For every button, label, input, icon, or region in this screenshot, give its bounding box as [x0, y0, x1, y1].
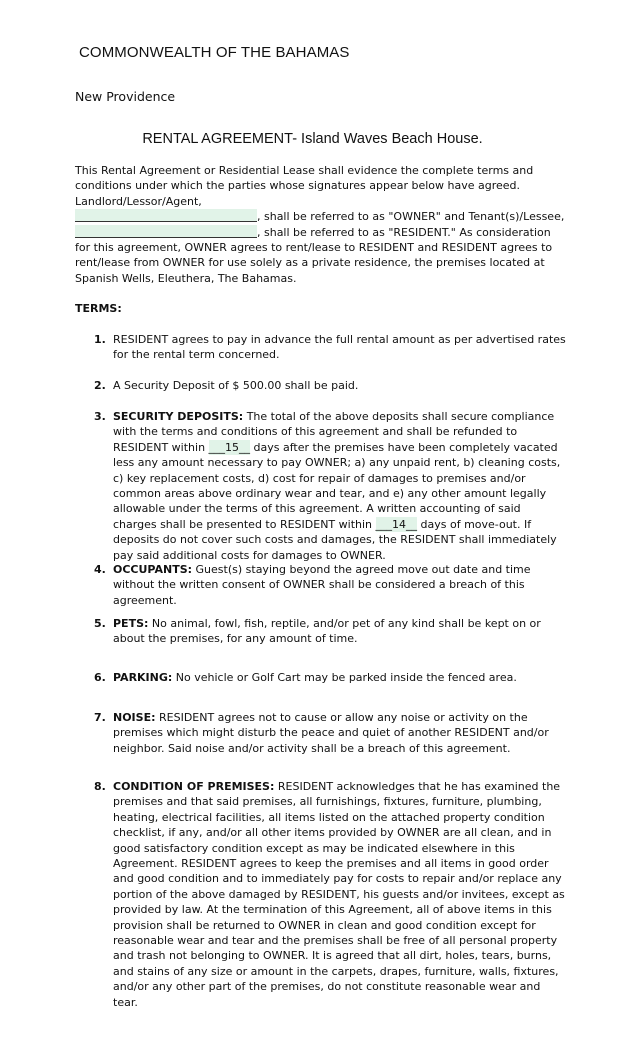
term-text: The total of the above deposits shall secure compliance with the terms and conditions of this agreement and shall be refunded to RESIDENT within [113, 410, 555, 454]
intro-text-part1: This Rental Agreement or Residential Lease shall evidence the complete terms and conditions under which the parties whose signatures appear below have agreed. Landlord/Lessor/Agent, [75, 164, 534, 208]
term-text: days of move-out. If deposits do not cover such costs and damages, the RESIDENT shall immediately pay said additional costs for damages to OWNER. [113, 517, 557, 562]
term-number: 8. [94, 780, 106, 793]
term-item-7 [94, 710, 566, 756]
term-number: 6. [94, 671, 106, 684]
term-item-5 [94, 616, 566, 647]
term-heading: PARKING: [113, 671, 173, 684]
term-item-8 [94, 779, 566, 1010]
term-text: No vehicle or Golf Cart may be parked inside the fenced area. [172, 671, 517, 684]
term-text: No animal, fowl, fish, reptile, and/or pet of any kind shall be kept on or about the premises, for any amount of time. [113, 617, 541, 646]
term-text: A Security Deposit of $ 500.00 shall be paid. [113, 379, 359, 392]
term-heading: PETS: [113, 617, 149, 630]
term-number: 1. [94, 333, 106, 346]
term-item-6 [94, 670, 566, 685]
intro-paragraph [75, 163, 565, 286]
term-item-3 [94, 409, 566, 563]
term-heading: CONDITION OF PREMISES: [113, 780, 275, 793]
term-text: RESIDENT agrees to pay in advance the full rental amount as per advertised rates for the rental term concerned. [113, 333, 566, 362]
term-number: 2. [94, 379, 106, 392]
term-number: 3. [94, 410, 106, 423]
commonwealth-heading: COMMONWEALTH OF THE BAHAMAS [79, 44, 350, 61]
refund-days-field[interactable]: ___15__ [208, 440, 251, 454]
term-text: days after the premises have been completely vacated less any amount necessary to pay OWNER; a) any unpaid rent, b) cleaning costs, c) key replacement costs, d) cost for repair of damages to premises and/or common areas above ordinary wear and tear, and e) any other amount legally allowable under the terms of this agreement. A written accounting of said charges shall be presented to RESIDENT within [113, 440, 561, 531]
term-item-2 [94, 378, 566, 393]
term-item-4 [94, 562, 566, 608]
location-heading: New Providence [75, 89, 176, 104]
accounting-days-field[interactable]: ___14__ [375, 517, 418, 531]
term-heading: OCCUPANTS: [113, 563, 193, 576]
term-text: RESIDENT acknowledges that he has examined the premises and that said premises, all furnishings, fixtures, furniture, plumbing, heating, electrical facilities, all items listed on the attached property condition checklist, if any, and/or all other items provided by OWNER are all clean, and in good satisfactory condition except as may be indicated elsewhere in this Agreement. RESIDENT agrees to keep the premises and all items in good order and good condition and to immediately pay for costs to repair and/or replace any portion of the above damaged by RESIDENT, his guests and/or invitees, except as provided by law. At the termination of this Agreement, all of above items in this provision shall be returned to OWNER in clean and good condition except for reasonable wear and tear and the premises shall be free of all personal property and trash not belonging to OWNER. It is agreed that all dirt, holes, tears, burns, and stains of any size or amount in the carpets, drapes, furniture, walls, fixtures, and/or any other part of the premises, do not constitute reasonable wear and tear. [113, 780, 565, 1009]
owner-name-field[interactable] [75, 209, 257, 222]
resident-name-field[interactable] [75, 225, 257, 238]
term-number: 4. [94, 563, 106, 576]
document-title: RENTAL AGREEMENT- Island Waves Beach House. [142, 131, 483, 147]
intro-text-part2: , shall be referred to as "OWNER" and Tenant(s)/Lessee, [257, 210, 565, 224]
term-heading: NOISE: [113, 711, 156, 724]
terms-heading: TERMS: [75, 302, 122, 315]
term-number: 7. [94, 711, 106, 724]
intro-text-part3: , shall be referred to as "RESIDENT." As consideration for this agreement, OWNER agrees to rent/lease to RESIDENT and RESIDENT agrees to rent/lease from OWNER for use solely as a private residence, the premises located at Spanish Wells, Eleuthera, The Bahamas. [75, 225, 553, 285]
term-number: 5. [94, 617, 106, 630]
term-text: Guest(s) staying beyond the agreed move out date and time without the written consent of OWNER shall be considered a breach of this agreement. [113, 563, 531, 607]
term-heading: SECURITY DEPOSITS: [113, 410, 244, 423]
term-text: RESIDENT agrees not to cause or allow any noise or activity on the premises which might disturb the peace and quiet of another RESIDENT and/or neighbor. Said noise and/or activity shall be a breach of this agreement. [113, 711, 549, 755]
term-item-1 [94, 332, 566, 363]
